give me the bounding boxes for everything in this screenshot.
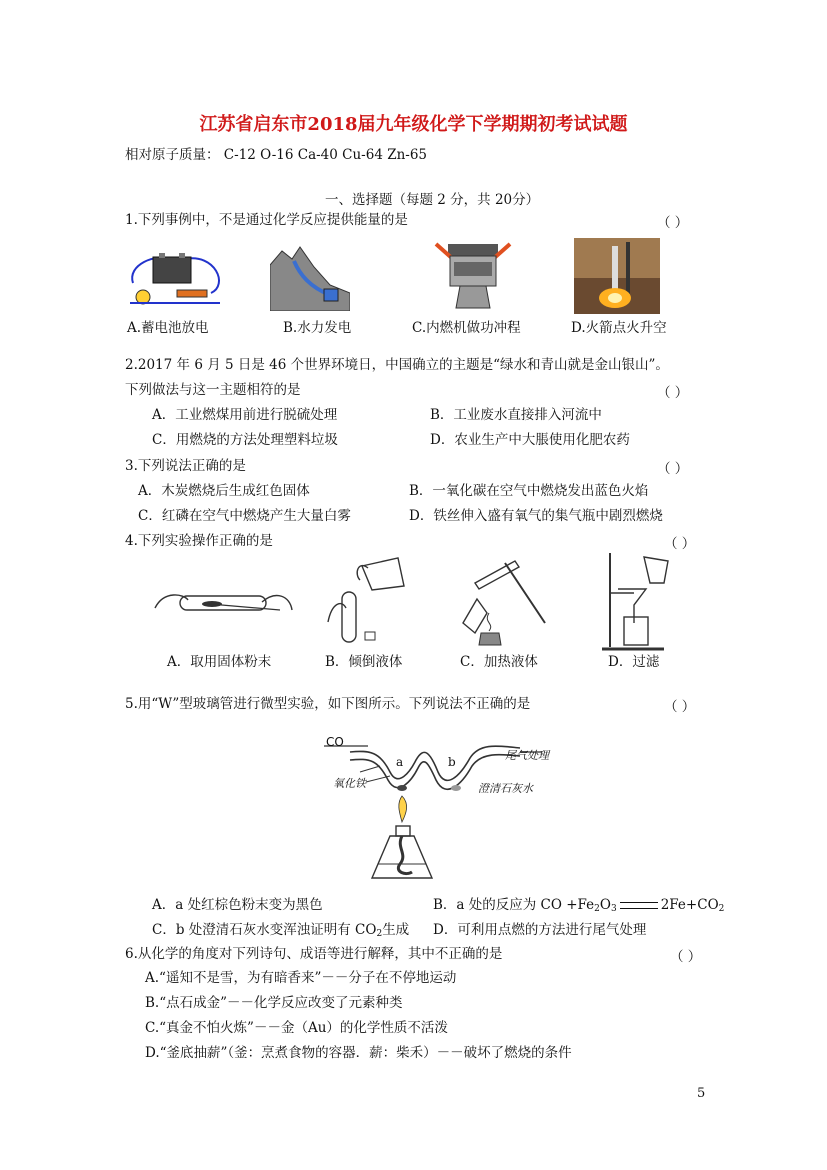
q6-option-a: A.“遥知不是雪，为有暗香来”－－分子在不停地运动 [145, 970, 457, 986]
q1-answer-blank: （ ） [657, 215, 689, 231]
q5-option-a: A．a 处红棕色粉末变为黑色 [152, 897, 323, 913]
filtration-figure [594, 553, 679, 653]
equals-sign [620, 902, 658, 909]
solid-powder-figure [150, 580, 295, 630]
rocket-launch-figure [574, 238, 660, 314]
label-b: b [448, 755, 456, 769]
heating-liquid-figure [455, 553, 555, 653]
q3-option-c: C．红磷在空气中燃烧产生大量白雾 [138, 508, 351, 524]
q2-option-d: D．农业生产中大脹使用化肥农药 [430, 432, 630, 448]
q1-option-d: D.火箭点火升空 [571, 320, 667, 336]
atomic-masses: 相对原子质量： C-12 O-16 Ca-40 Cu-64 Zn-65 [125, 147, 428, 163]
combustion-engine-figure [430, 238, 516, 314]
label-co: CO [326, 735, 344, 749]
q3-option-b: B．一氧化碳在空气中燃烧发出蓝色火焰 [409, 483, 649, 499]
q3-option-d: D．铁丝伸入盛有氧气的集气瓶中剧烈燃烧 [409, 508, 663, 524]
q3-answer-blank: （ ） [657, 461, 689, 477]
pouring-liquid-figure [318, 552, 408, 652]
q4-answer-blank: （ ） [664, 536, 696, 552]
q6-option-d: D.“釜底抽薪”（釜：烹煮食物的容器．薪：柴禾）－－破坏了燃烧的条件 [145, 1045, 572, 1061]
q1-stem: 1.下列事例中，不是通过化学反应提供能量的是 [125, 212, 408, 228]
label-limewater: 澄清石灰水 [478, 782, 533, 795]
label-a: a [396, 755, 404, 769]
q6-answer-blank: （ ） [670, 949, 702, 965]
q1-option-c: C.内燃机做功冲程 [412, 320, 521, 336]
hydropower-figure [270, 245, 350, 311]
q6-option-b: B.“点石成金”－－化学反应改变了元素种类 [145, 995, 403, 1011]
q1-option-b: B.水力发电 [283, 320, 352, 336]
q2-answer-blank: （ ） [657, 385, 689, 401]
q2-option-a: A．工业燃煤用前进行脱硫处理 [152, 407, 338, 423]
q4-option-a: A．取用固体粉末 [167, 654, 272, 670]
q2-stem-line1: 2.2017 年 6 月 5 日是 46 个世界环境日，中国确立的主题是“绿水和青山就是金山银山”。 [125, 357, 669, 373]
q4-option-b: B．倾倒液体 [325, 654, 403, 670]
battery-circuit-figure [125, 245, 227, 315]
q5-option-c: C．b 处澄清石灰水变浑浊证明有 $CO_2$生成 [152, 922, 410, 939]
page-number: 5 [697, 1086, 706, 1101]
q6-option-c: C.“真金不怕火炼”－－金（Au）的化学性质不活泼 [145, 1020, 448, 1036]
label-iron-oxide: 氧化铁 [333, 777, 366, 790]
q6-stem: 6.从化学的角度对下列诗句、成语等进行解释，其中不正确的是 [125, 946, 503, 962]
q4-option-d: D．过滤 [608, 654, 660, 670]
q2-option-b: B．工业废水直接排入河流中 [430, 407, 602, 423]
q3-stem: 3.下列说法正确的是 [125, 458, 246, 474]
section-heading: 一、选择题（每题 2 分，共 20分） [325, 192, 540, 208]
label-tail-gas: 尾气处理 [505, 749, 549, 762]
q3-option-a: A．木炭燃烧后生成红色固体 [138, 483, 310, 499]
q5-option-d: D．可利用点燃的方法进行尾气处理 [433, 922, 647, 938]
q4-option-c: C．加热液体 [460, 654, 538, 670]
q2-option-c: C．用燃烧的方法处理塑料垃圾 [152, 432, 338, 448]
q1-option-a: A.蓄电池放电 [127, 320, 209, 336]
q5-answer-blank: （ ） [664, 699, 696, 715]
q4-stem: 4.下列实验操作正确的是 [125, 533, 273, 549]
q5-option-b: B．a 处的反应为 CO $+Fe_2O_3$ $2Fe+CO_2$ [433, 897, 725, 914]
q5-stem: 5.用“W”型玻璃管进行微型实验，如下图所示。下列说法不正确的是 [125, 696, 531, 712]
q2-stem-line2: 下列做法与这一主题相符的是 [125, 382, 301, 398]
page-title: 江苏省启东市2018届九年级化学下学期期初考试试题 [199, 114, 628, 135]
